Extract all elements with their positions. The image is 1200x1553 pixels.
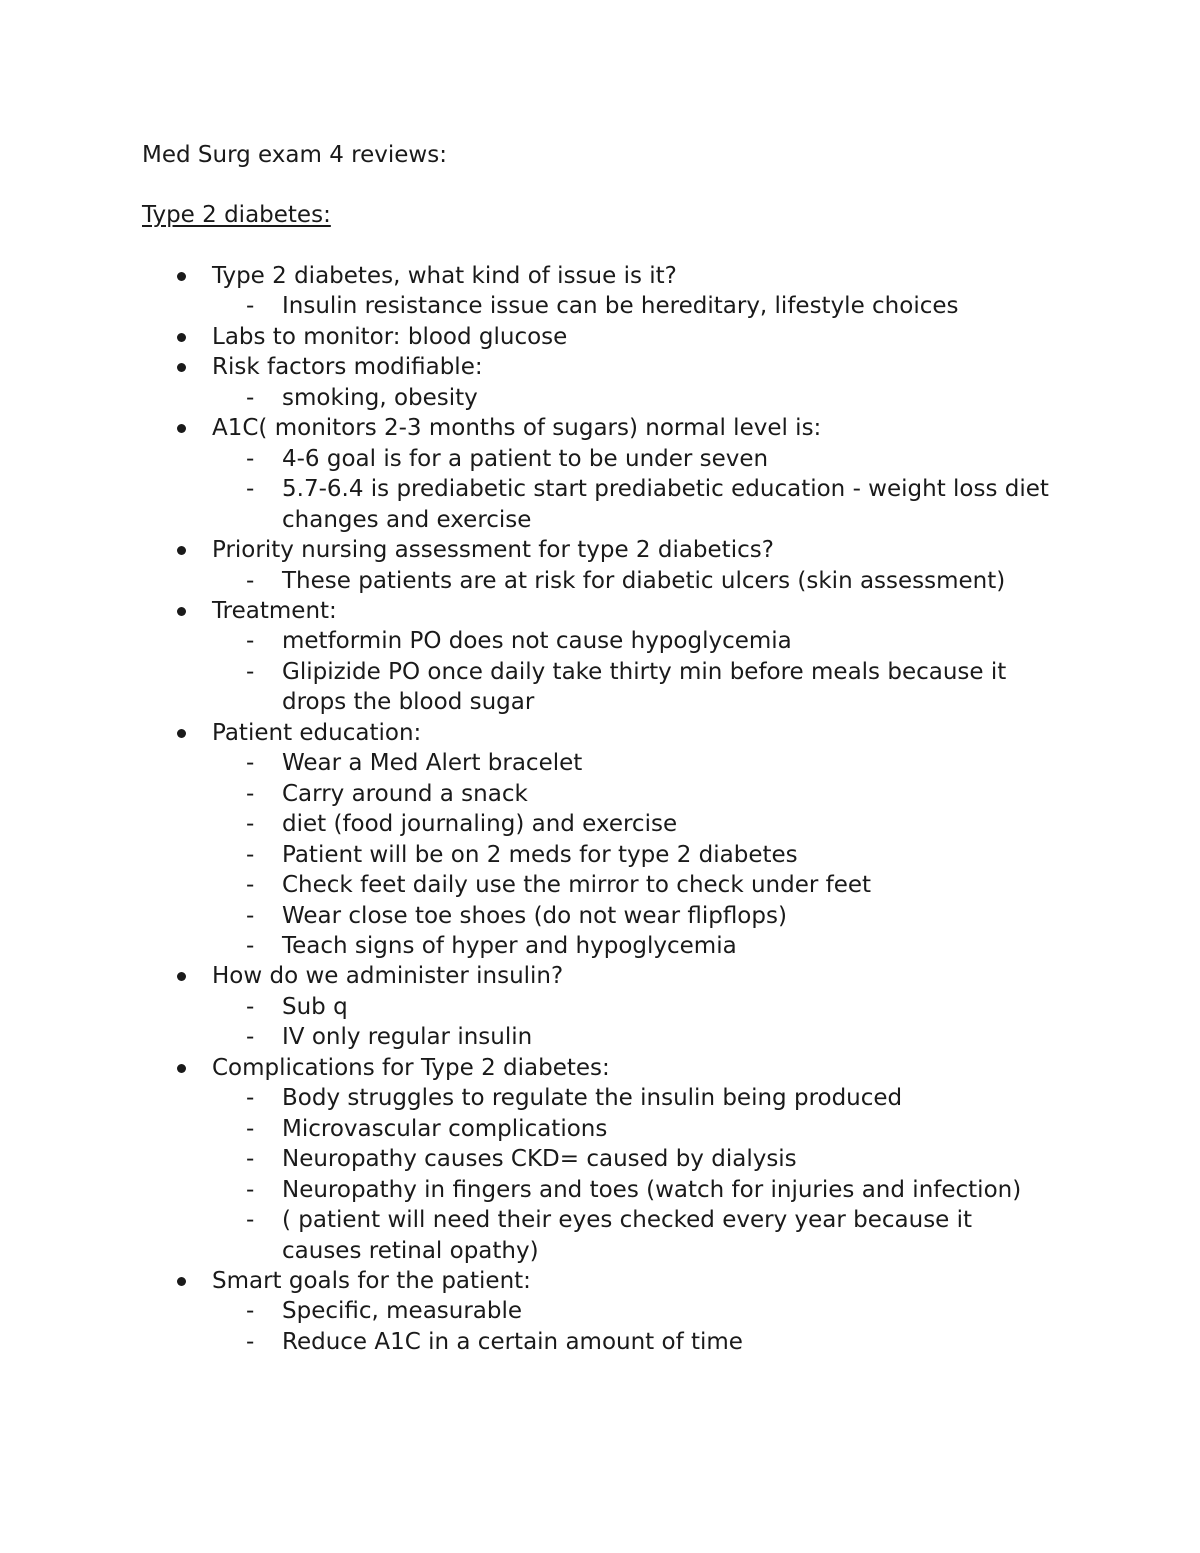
sub-list-item [246,1083,1052,1113]
sub-item-text: IV only regular insulin [282,1024,533,1051]
bullet-text: How do we administer insulin? [212,963,564,990]
sub-list [212,291,1200,321]
list-item [0,596,1200,718]
list-item [0,1266,1200,1357]
dash-icon: - [246,293,255,320]
bullet-text: Patient education: [212,719,422,746]
dash-icon: - [246,872,255,899]
bullet-icon [177,1277,186,1286]
sub-list-item [246,840,1052,870]
sub-item-text: Neuropathy causes CKD= caused by dialysis [282,1146,797,1173]
dash-icon: - [246,1207,255,1234]
sub-list-item [246,1327,1052,1357]
sub-list-item [246,1205,1052,1266]
dash-icon: - [246,780,255,807]
sub-list [212,444,1200,535]
sub-list-item [246,1114,1052,1144]
sub-list-item [246,1296,1052,1326]
sub-list-item [246,901,1052,931]
dash-icon: - [246,658,255,685]
sub-item-text: smoking, obesity [282,384,478,411]
dash-icon: - [246,932,255,959]
notes-list [0,261,1200,1357]
dash-icon: - [246,384,255,411]
list-item [0,718,1200,962]
sub-item-text: Specific, measurable [282,1298,523,1325]
dash-icon: - [246,567,255,594]
bullet-icon [177,972,186,981]
sub-item-text: Patient will be on 2 meds for type 2 diabetes [282,841,798,868]
list-item [0,413,1200,535]
section-heading: Type 2 diabetes: [142,202,331,228]
bullet-text: Complications for Type 2 diabetes: [212,1054,610,1081]
sub-list [212,566,1200,596]
sub-item-text: Sub q [282,993,348,1020]
sub-list-item [246,992,1052,1022]
sub-list-item [246,626,1052,656]
sub-list-item [246,291,1052,321]
bullet-text: Type 2 diabetes, what kind of issue is it? [212,263,677,289]
sub-item-text: metformin PO does not cause hypoglycemia [282,628,792,655]
sub-item-text: Body struggles to regulate the insulin being produced [282,1085,903,1112]
sub-list-item [246,566,1052,596]
sub-item-text: diet (food journaling) and exercise [282,811,678,838]
dash-icon: - [246,476,255,503]
sub-item-text: Wear close toe shoes (do not wear flipflops) [282,902,787,929]
dash-icon: - [246,445,255,472]
sub-list-item [246,870,1052,900]
bullet-text: A1C( monitors 2-3 months of sugars) normal level is: [212,415,822,442]
sub-item-text: These patients are at risk for diabetic ulcers (skin assessment) [282,567,1006,594]
sub-list [212,992,1200,1053]
sub-item-text: 5.7-6.4 is prediabetic start prediabetic education - weight loss diet changes and exercise [282,476,1049,533]
sub-list [212,1083,1200,1266]
sub-list-item [246,1022,1052,1052]
sub-item-text: Glipizide PO once daily take thirty min before meals because it drops the blood sugar [282,658,1007,716]
sub-item-text: Teach signs of hyper and hypoglycemia [282,932,737,959]
sub-list-item [246,748,1052,778]
sub-list-item [246,931,1052,961]
dash-icon: - [246,1328,255,1355]
sub-list [212,383,1200,413]
dash-icon: - [246,1115,255,1142]
sub-list [212,748,1200,961]
sub-item-text: ( patient will need their eyes checked every year because it causes retinal opathy) [282,1207,973,1264]
list-item [0,1053,1200,1266]
dash-icon: - [246,1024,255,1051]
sub-item-text: 4-6 goal is for a patient to be under seven [282,445,769,472]
sub-list-item [246,657,1052,718]
sub-list-item [246,809,1052,839]
bullet-icon [177,424,186,433]
list-item [0,322,1200,352]
sub-list-item [246,383,1052,413]
sub-item-text: Neuropathy in fingers and toes (watch for injuries and infection) [282,1176,1022,1203]
dash-icon: - [246,1146,255,1173]
bullet-icon [177,607,186,616]
list-item [0,535,1200,596]
sub-list [212,626,1200,717]
list-item [0,352,1200,413]
sub-item-text: Wear a Med Alert bracelet [282,750,583,777]
dash-icon: - [246,1298,255,1325]
dash-icon: - [246,811,255,838]
sub-item-text: Check feet daily use the mirror to check under feet [282,872,872,899]
bullet-text: Treatment: [212,597,337,624]
document-title: Med Surg exam 4 reviews: [142,142,447,168]
sub-item-text: Carry around a snack [282,780,528,807]
sub-list-item [246,1144,1052,1174]
dash-icon: - [246,1085,255,1112]
sub-item-text: Microvascular complications [282,1115,608,1142]
dash-icon: - [246,628,255,655]
bullet-text: Smart goals for the patient: [212,1267,531,1294]
bullet-text: Risk factors modifiable: [212,354,483,381]
bullet-icon [177,333,186,342]
bullet-icon [177,546,186,555]
bullet-icon [177,1064,186,1073]
sub-list-item [246,1175,1052,1205]
list-item [0,261,1200,322]
sub-list-item [246,474,1052,535]
dash-icon: - [246,1176,255,1203]
dash-icon: - [246,750,255,777]
list-item [0,961,1200,1052]
bullet-text: Labs to monitor: blood glucose [212,323,568,350]
bullet-icon [177,363,186,372]
sub-list-item [246,444,1052,474]
sub-list-item [246,779,1052,809]
dash-icon: - [246,993,255,1020]
sub-list [212,1296,1200,1357]
sub-item-text: Insulin resistance issue can be hereditary, lifestyle choices [282,293,959,320]
bullet-text: Priority nursing assessment for type 2 diabetics? [212,537,774,564]
bullet-icon [177,272,186,281]
bullet-icon [177,729,186,738]
dash-icon: - [246,902,255,929]
dash-icon: - [246,841,255,868]
sub-item-text: Reduce A1C in a certain amount of time [282,1328,743,1355]
